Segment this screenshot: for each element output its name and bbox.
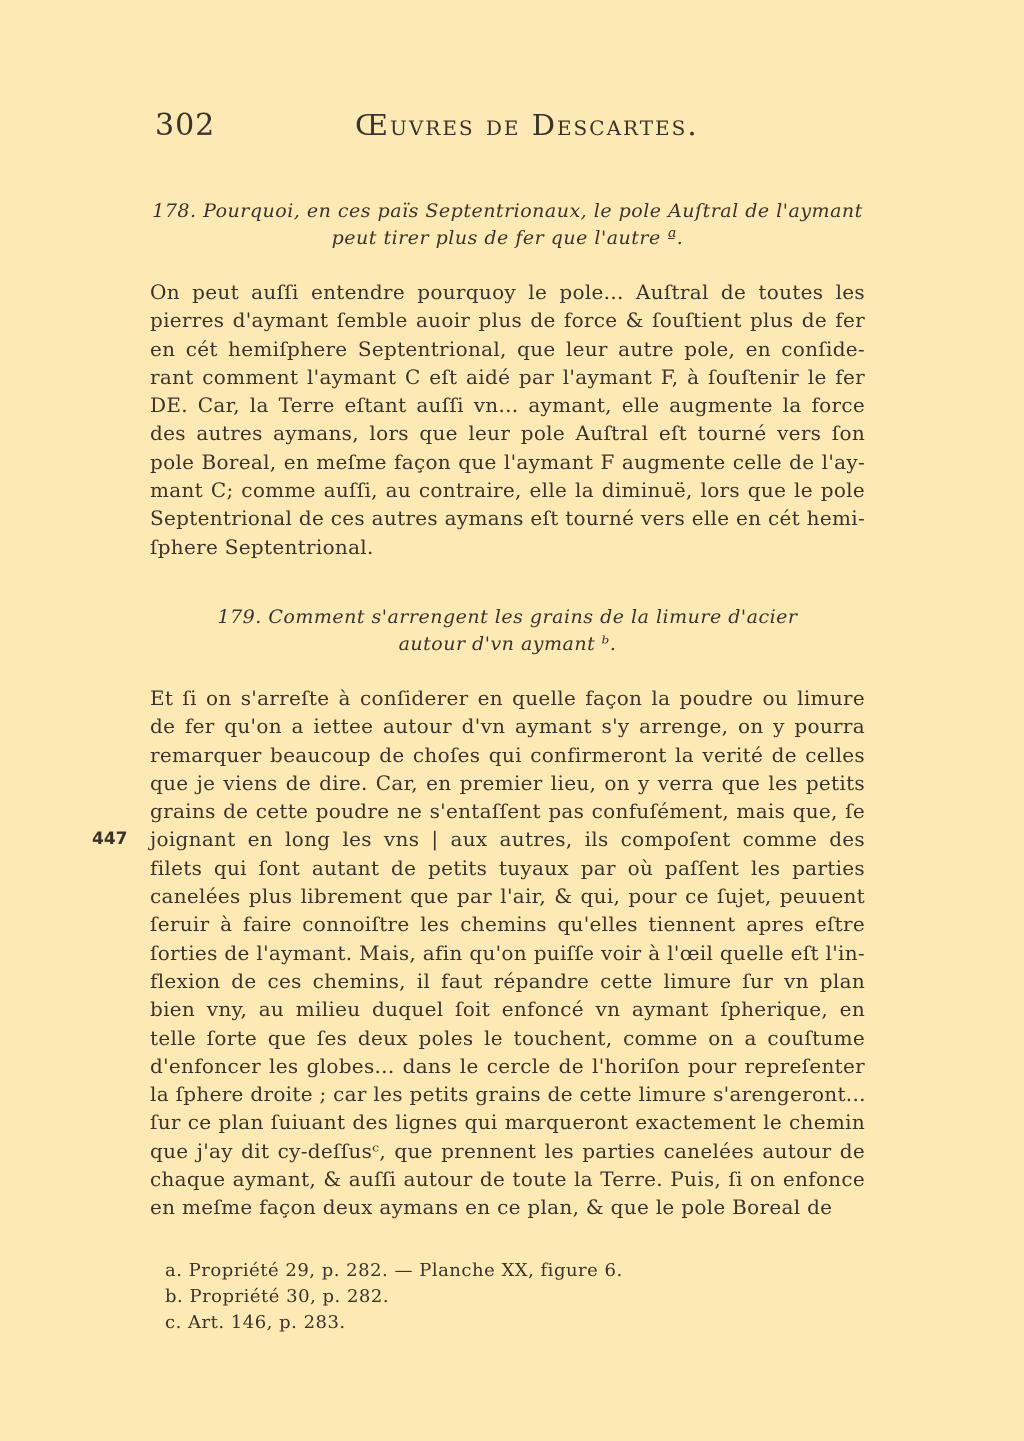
footnote: a. Propriété 29, p. 282. — Planche XX, figure 6. xyxy=(165,1260,623,1281)
margin-page-reference: 447 xyxy=(92,829,128,849)
text-line: Et ſi on s'arreſte à conſiderer en quelle façon la poudre ou limure xyxy=(150,686,865,710)
footnote: b. Propriété 30, p. 282. xyxy=(165,1286,390,1307)
paragraph-178 xyxy=(150,278,865,561)
text-line: que j'ay dit cy-deſſusᶜ, que prennent les parties canelées autour de xyxy=(150,1138,865,1163)
text-line: des autres aymans, lors que leur pole Auſtral eſt tourné vers ſon xyxy=(150,421,865,446)
text-line: pierres d'aymant ſemble auoir plus de force & ſouſtient plus de fer xyxy=(150,308,865,333)
text-line: d'enfoncer les globes... dans le cercle de l'horiſon pour repreſenter xyxy=(150,1053,865,1078)
text-line: telle ſorte que ſes deux poles le touchent, comme on a couſtume xyxy=(150,1025,865,1050)
running-head: Œuvres de Descartes. xyxy=(355,108,699,142)
text-line: filets qui ſont autant de petits tuyaux par où paſſent les parties xyxy=(150,855,865,880)
text-line: en cét hemiſphere Septentrional, que leur autre pole, en conſide- xyxy=(150,336,865,361)
text-line: flexion de ces chemins, il faut répandre cette limure ſur vn plan xyxy=(150,968,865,993)
text-line: pole Boreal, en meſme façon que l'aymant F augmente celle de l'ay- xyxy=(150,449,865,474)
text-line: ſur ce plan ſuiuant des lignes qui marqueront exactement le chemin xyxy=(150,1110,865,1135)
page-number: 302 xyxy=(155,108,216,143)
heading-line: peut tirer plus de fer que l'autre ª. xyxy=(331,227,684,249)
text-line: ſphere Septentrional. xyxy=(150,534,374,559)
paragraph-179 xyxy=(150,684,865,1222)
text-line: bien vny, au milieu duquel ſoit enfoncé vn aymant ſpherique, en xyxy=(150,997,865,1022)
text-line: joignant en long les vns | aux autres, ils compoſent comme des xyxy=(150,827,865,852)
text-line: Septentrional de ces autres aymans eſt tourné vers elle en cét hemi- xyxy=(150,506,865,531)
heading-line: 178. Pourquoi, en ces païs Septentrionaux, le pole Auſtral de l'aymant xyxy=(152,200,863,222)
text-line: chaque aymant, & auſſi autour de toute la Terre. Puis, ſi on enfonce xyxy=(150,1167,865,1192)
text-line: ſorties de l'aymant. Mais, afin qu'on puiſſe voir à l'œil quelle eſt l'in- xyxy=(150,940,865,965)
section-heading-179 xyxy=(150,604,865,658)
text-line: la ſphere droite ; car les petits grains de cette limure s'arengeront... xyxy=(150,1082,866,1107)
text-line: mant C; comme auſſi, au contraire, elle la diminuë, lors que le pole xyxy=(150,478,865,503)
text-line: ſeruir à faire connoiſtre les chemins qu'elles tiennent apres eſtre xyxy=(150,912,865,937)
text-line: DE. Car, la Terre eſtant auſſi vn... aymant, elle augmente la force xyxy=(150,393,865,418)
text-line: de fer qu'on a iettee autour d'vn aymant s'y arrenge, on y pourra xyxy=(150,714,865,739)
text-line: On peut auſſi entendre pourquoy le pole... Auſtral de toutes les xyxy=(150,280,865,304)
text-line: que je viens de dire. Car, en premier lieu, on y verra que les petits xyxy=(150,770,865,795)
footnotes xyxy=(165,1258,623,1336)
text-line: grains de cette poudre ne s'entaſſent pas confuſément, mais que, ſe xyxy=(150,799,865,824)
footnote: c. Art. 146, p. 283. xyxy=(165,1312,346,1333)
text-line: canelées plus librement que par l'air, & qui, pour ce ſujet, peuuent xyxy=(150,884,865,909)
text-line: en meſme façon deux aymans en ce plan, & que le pole Boreal de xyxy=(150,1195,833,1220)
text-line: rant comment l'aymant C eſt aidé par l'aymant F, à ſouſtenir le fer xyxy=(150,364,865,389)
heading-line: autour d'vn aymant ᵇ. xyxy=(398,633,617,655)
section-heading-178 xyxy=(150,198,865,252)
heading-line: 179. Comment s'arrengent les grains de la limure d'acier xyxy=(217,606,798,628)
text-line: remarquer beaucoup de choſes qui confirmeront la verité de celles xyxy=(150,742,865,767)
